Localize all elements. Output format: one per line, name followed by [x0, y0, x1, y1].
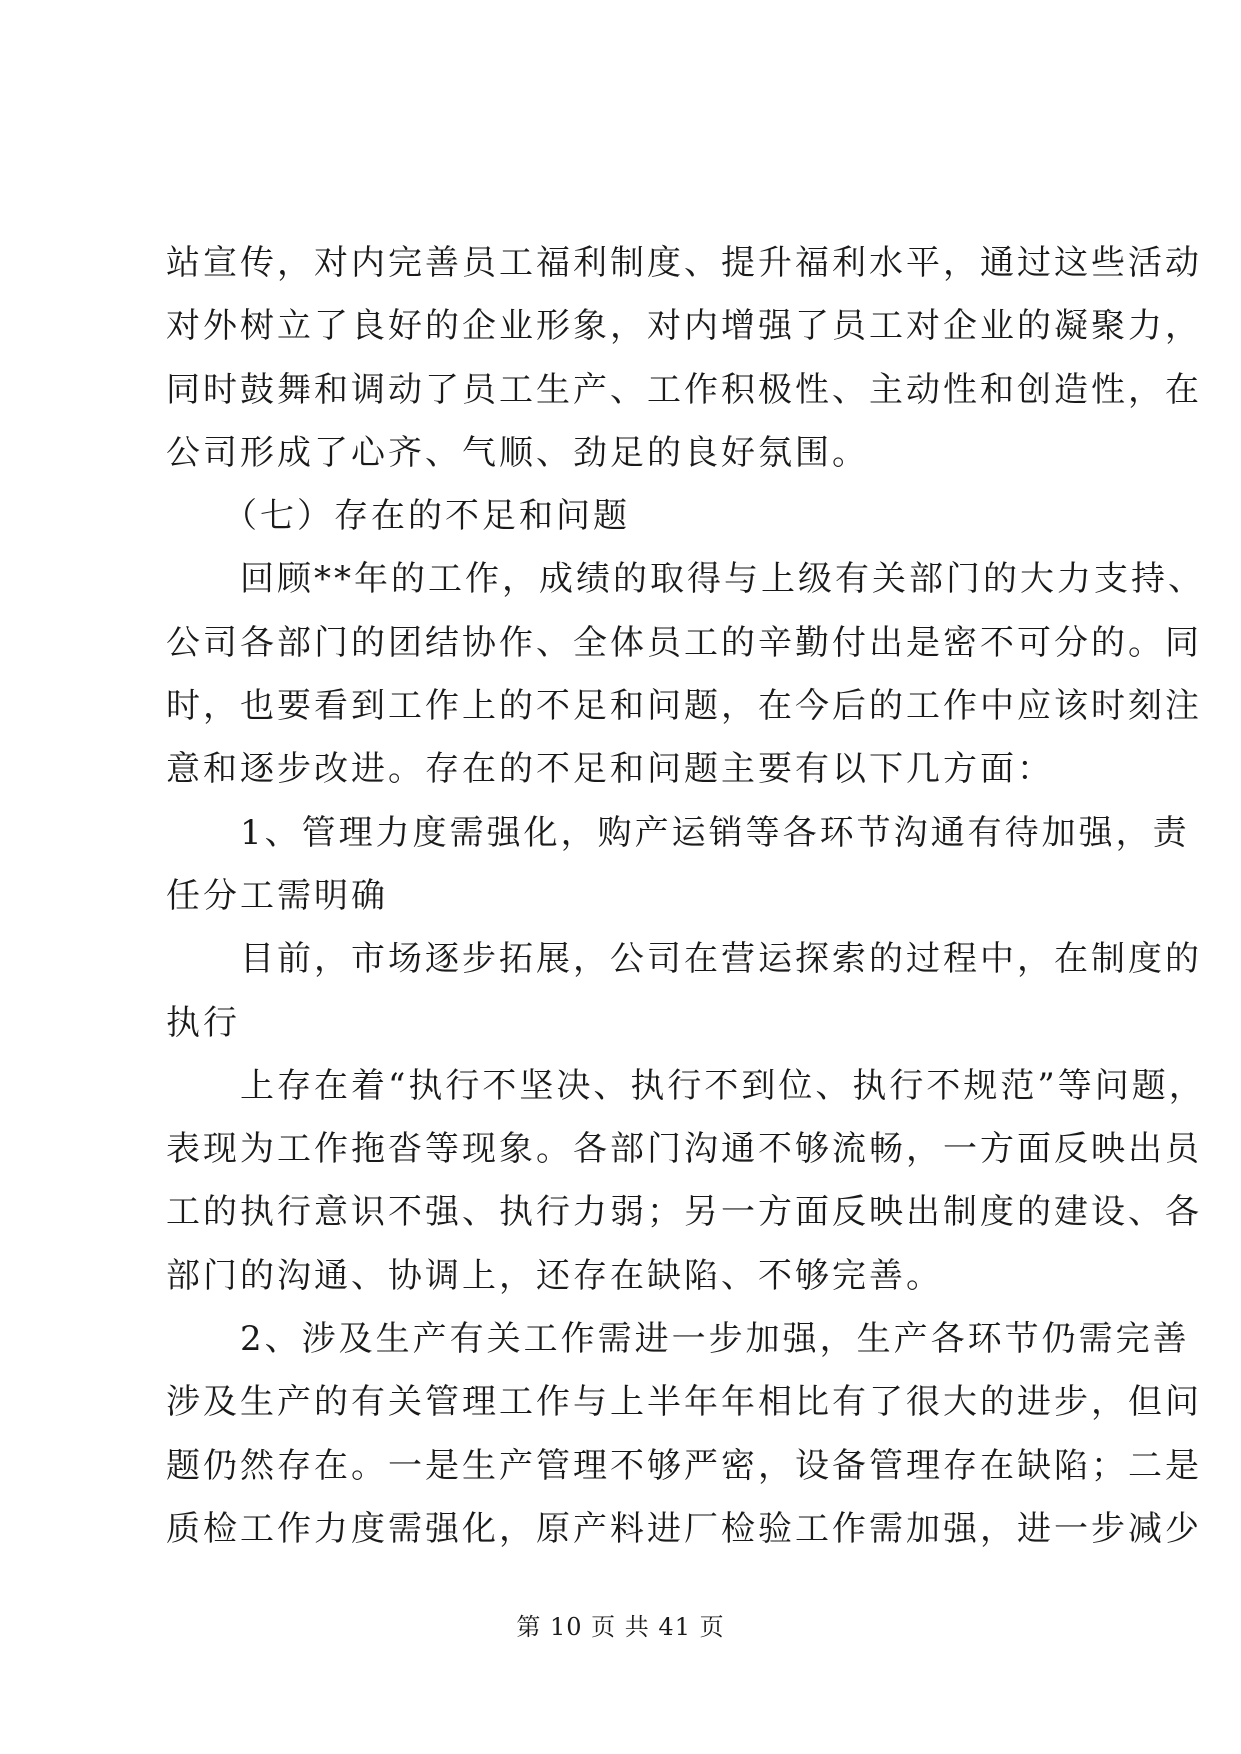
text-line: 意和逐步改进。存在的不足和问题主要有以下几方面：: [166, 749, 1054, 790]
text-line: 质检工作力度需强化，原产料进厂检验工作需加强，进一步减少: [166, 1508, 1202, 1549]
text-line: 工的执行意识不强、执行力弱；另一方面反映出制度的建设、各: [166, 1192, 1202, 1233]
text-line: 公司形成了心齐、气顺、劲足的良好氛围。: [166, 432, 869, 473]
text-line: 题仍然存在。一是生产管理不够严密，设备管理存在缺陷；二是: [166, 1445, 1202, 1486]
text-line: 公司各部门的团结协作、全体员工的辛勤付出是密不可分的。同: [166, 622, 1202, 663]
section-heading: （七）存在的不足和问题: [166, 496, 630, 537]
text-line: 时，也要看到工作上的不足和问题，在今后的工作中应该时刻注: [166, 686, 1202, 727]
text-line: 表现为工作拖沓等现象。各部门沟通不够流畅，一方面反映出员: [166, 1129, 1202, 1170]
text-line: 任分工需明确: [166, 875, 388, 916]
text-line: 站宣传，对内完善员工福利制度、提升福利水平，通过这些活动: [166, 243, 1202, 283]
text-line: 1、管理力度需强化，购产运销等各环节沟通有待加强，责: [166, 812, 1190, 853]
text-line: 2、涉及生产有关工作需进一步加强，生产各环节仍需完善: [166, 1319, 1190, 1360]
text-line: 部门的沟通、协调上，还存在缺陷、不够完善。: [166, 1255, 943, 1296]
text-line: 同时鼓舞和调动了员工生产、工作积极性、主动性和创造性，在: [166, 369, 1202, 410]
text-line: 涉及生产的有关管理工作与上半年年相比有了很大的进步，但问: [166, 1382, 1202, 1423]
text-line: 对外树立了良好的企业形象，对内增强了员工对企业的凝聚力，: [166, 306, 1202, 347]
document-body: [166, 232, 1206, 1561]
text-line: 回顾**年的工作，成绩的取得与上级有关部门的大力支持、: [166, 559, 1205, 600]
text-line: 目前，市场逐步拓展，公司在营运探索的过程中，在制度的: [166, 939, 1202, 980]
page-number-footer: 第 10 页 共 41 页: [516, 1613, 725, 1641]
text-line: 执行: [166, 1002, 240, 1043]
text-line: 上存在着“执行不坚决、执行不到位、执行不规范”等问题，: [166, 1065, 1206, 1106]
